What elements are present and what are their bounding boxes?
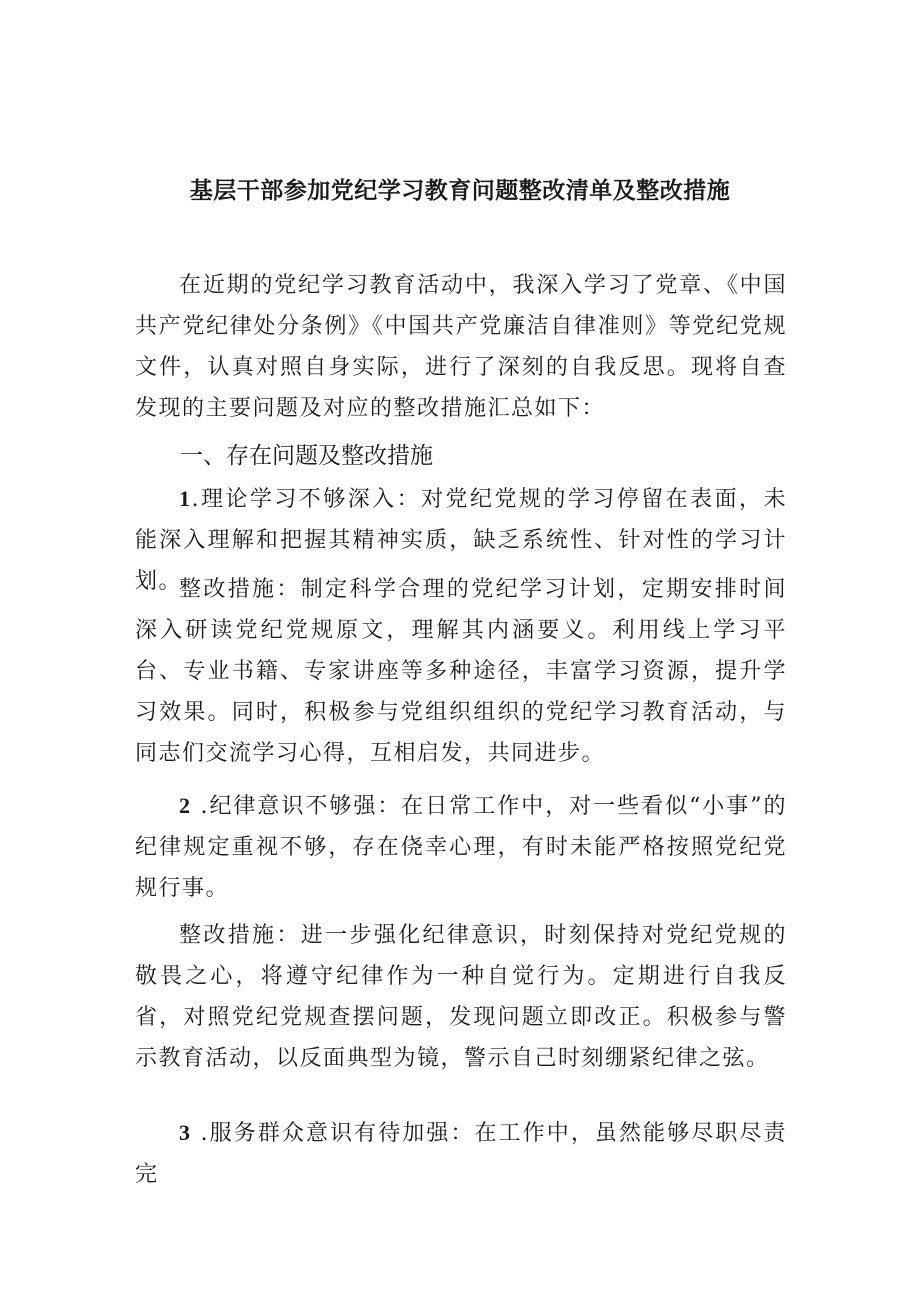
item-1-measure: 整改措施：制定科学合理的党纪学习计划，定期安排时间深入研读党纪党规原文，理解其内涵要义。利用线上学习平台、专业书籍、专家讲座等多种途径，丰富学习资源，提升学习效果。同时，积极参与党组织组织的党纪学习教育活动，与同志们交流学习心得，互相启发，共同进步。 bbox=[135, 577, 787, 766]
item-2-number: 2 bbox=[179, 793, 192, 818]
item-3-number: 3 bbox=[179, 1120, 192, 1145]
document-title: 基层干部参加党纪学习教育问题整改清单及整改措施 bbox=[189, 178, 731, 204]
item-1-problem-text: .理论学习不够深入：对党纪党规的学习停留在表面，未能深入理解和把握其精神实质，缺乏系统性、针对性的学习计划。 bbox=[135, 487, 787, 594]
section-heading: 一、存在问题及整改措施 bbox=[180, 443, 433, 469]
item-3-problem-text: .服务群众意识有待加强：在工作中，虽然能够尽职尽责完 bbox=[135, 1121, 787, 1187]
item-1-number: 1 bbox=[179, 486, 192, 511]
item-2-problem bbox=[135, 785, 787, 909]
item-3-problem bbox=[135, 1112, 787, 1195]
intro-paragraph: 在近期的党纪学习教育活动中，我深入学习了党章、《中国共产党纪律处分条例》《中国共产党廉洁自律准则》等党纪党规文件，认真对照自身实际，进行了深刻的自我反思。现将自查发现的主要问题及对应的整改措施汇总如下： bbox=[135, 273, 787, 421]
item-2-problem-text: .纪律意识不够强：在日常工作中，对一些看似“小事”的纪律规定重视不够，存在侥幸心理，有时未能严格按照党纪党规行事。 bbox=[135, 794, 787, 901]
item-2-measure: 整改措施：进一步强化纪律意识，时刻保持对党纪党规的敬畏之心，将遵守纪律作为一种自觉行为。定期进行自我反省，对照党纪党规查摆问题，发现问题立即改正。积极参与警示教育活动，以反面典型为镜，警示自己时刻绷紧纪律之弦。 bbox=[135, 923, 787, 1071]
